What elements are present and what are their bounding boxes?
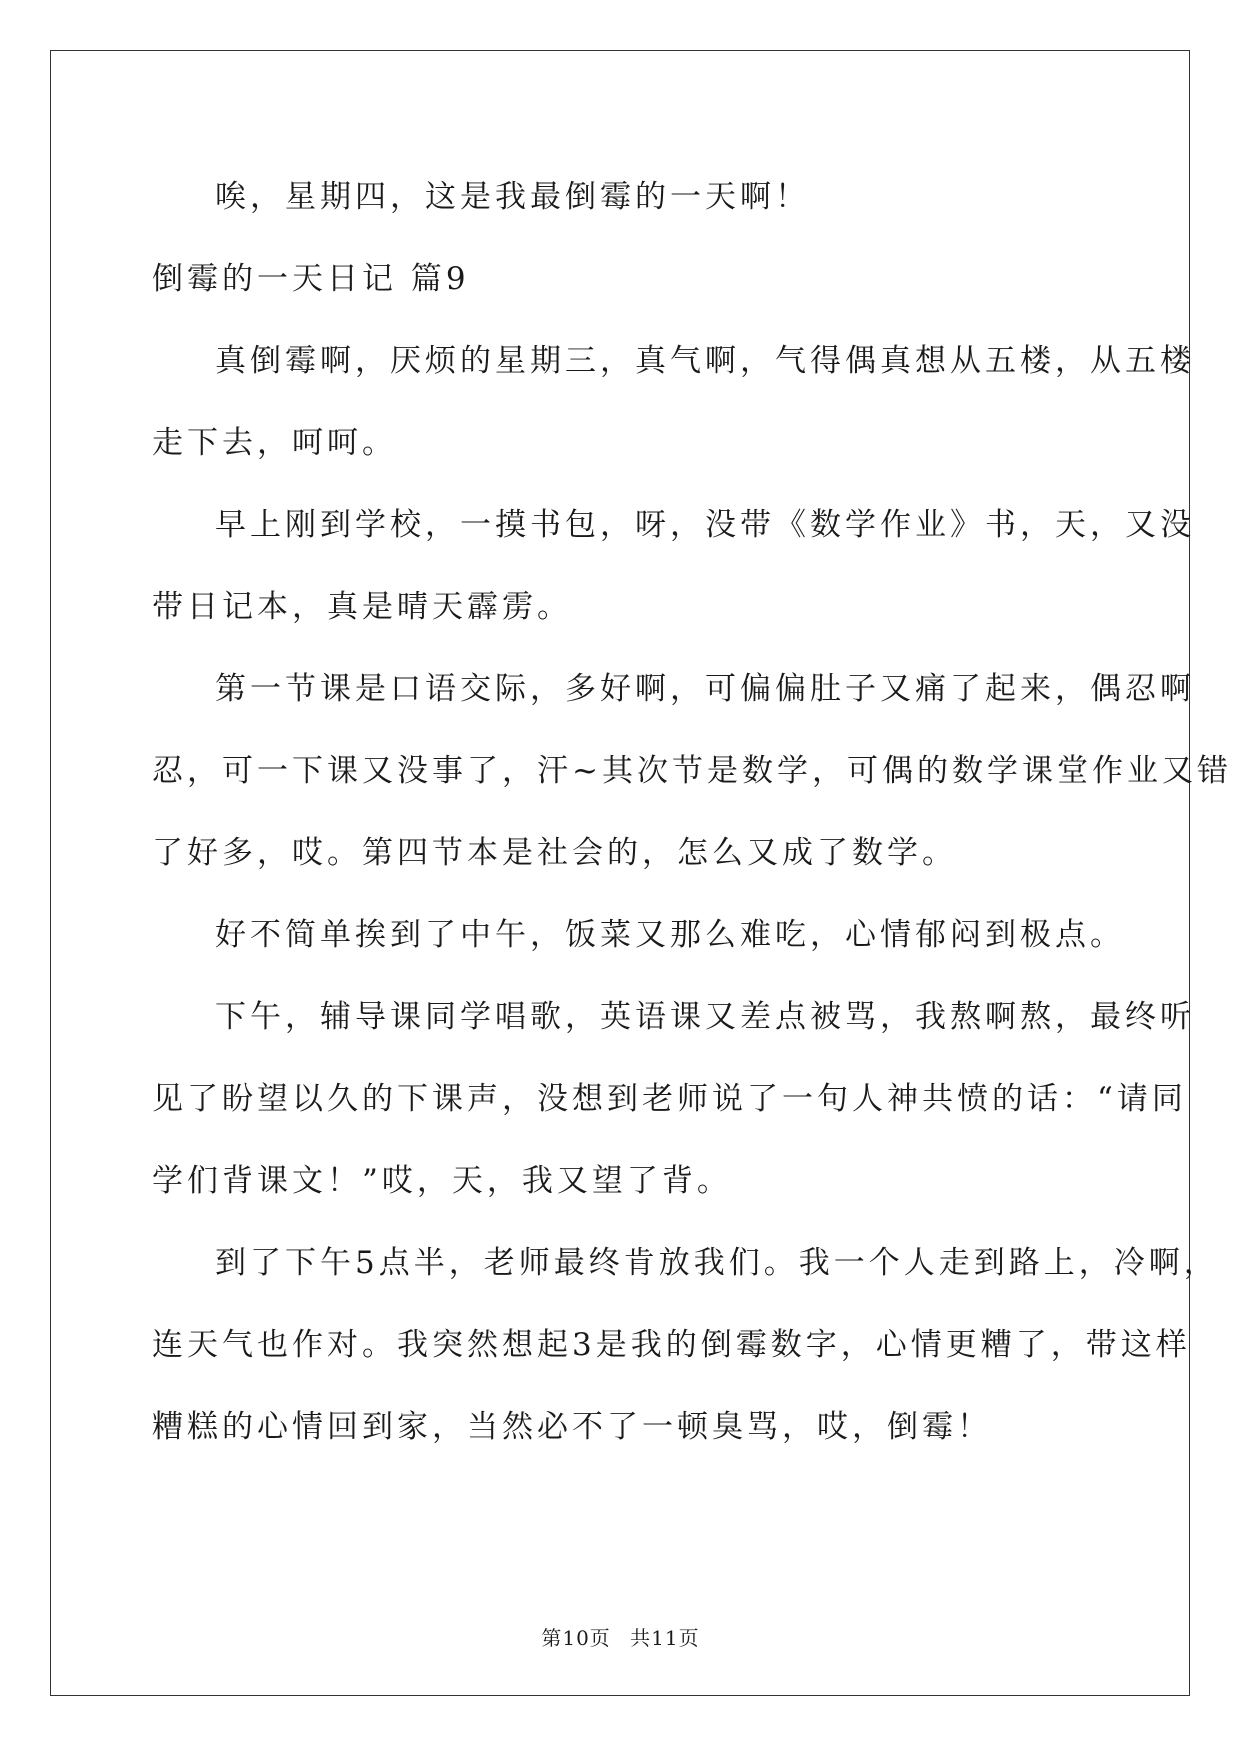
text-line: 了好多，哎。第四节本是社会的，怎么又成了数学。 (152, 835, 957, 871)
document-body (152, 156, 1232, 1468)
text-line: 连天气也作对。我突然想起3是我的倒霉数字，心情更糟了，带这样 (152, 1327, 1191, 1363)
text-line: 真倒霉啊，厌烦的星期三，真气啊，气得偶真想从五楼，从五楼 (215, 343, 1195, 379)
page-footer (0, 1622, 1241, 1651)
text-line: 第一节课是口语交际，多好啊，可偏偏肚子又痛了起来，偶忍啊 (215, 671, 1195, 707)
text-line: 走下去，呵呵。 (152, 425, 397, 461)
text-line: 带日记本，真是晴天霹雳。 (152, 589, 572, 625)
text-line: 好不简单挨到了中午，饭菜又那么难吃，心情郁闷到极点。 (215, 917, 1125, 953)
text-line: 糟糕的心情回到家，当然必不了一顿臭骂，哎，倒霉！ (152, 1409, 992, 1445)
section-heading: 倒霉的一天日记 篇9 (152, 261, 470, 297)
text-line: 到了下午5点半，老师最终肯放我们。我一个人走到路上，冷啊， (215, 1245, 1219, 1281)
text-line: 早上刚到学校，一摸书包，呀，没带《数学作业》书，天，又没 (215, 507, 1195, 543)
text-line: 学们背课文！”哎，天，我又望了背。 (152, 1163, 732, 1199)
text-line: 唉，星期四，这是我最倒霉的一天啊！ (215, 179, 810, 215)
text-line: 下午，辅导课同学唱歌，英语课又差点被骂，我熬啊熬，最终听 (215, 999, 1195, 1035)
text-line: 忍，可一下课又没事了，汗~其次节是数学，可偶的数学课堂作业又错 (152, 753, 1232, 789)
text-line: 见了盼望以久的下课声，没想到老师说了一句人神共愤的话：“请同 (152, 1081, 1187, 1117)
page-total: 共11页 (630, 1626, 700, 1650)
page-number: 第10页 (541, 1626, 611, 1650)
